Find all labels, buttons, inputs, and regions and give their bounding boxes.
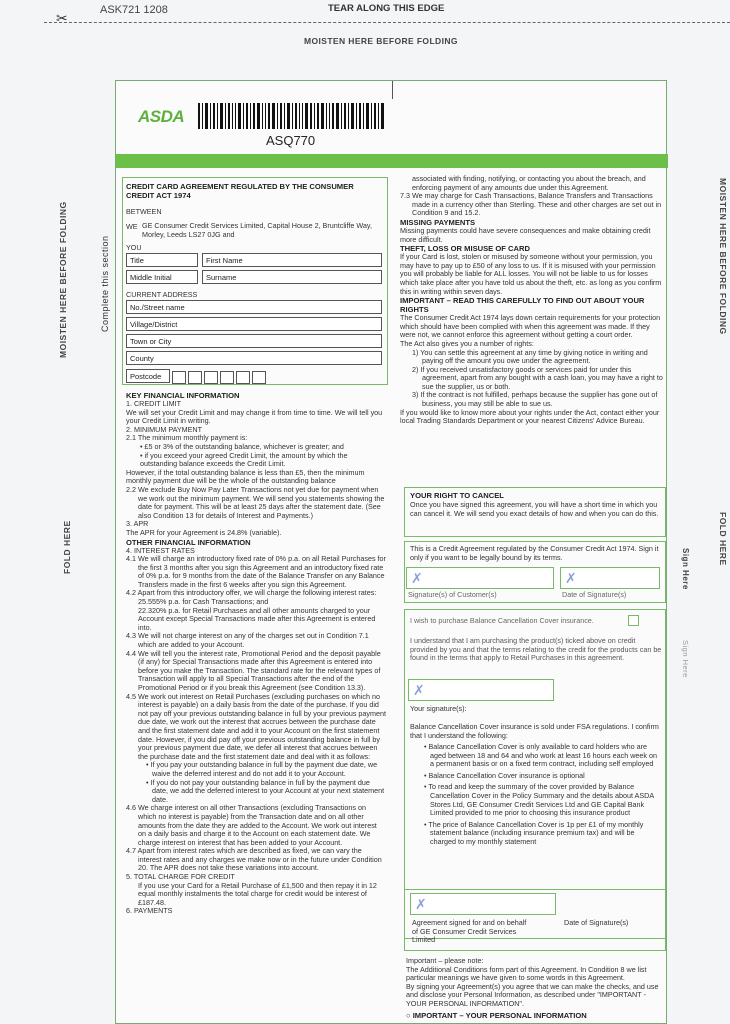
right-1: 1) You can settle this agreement at any time by giving notice in writing and paying off the amount you owe under the agreement. [412, 347, 648, 366]
sign-here-label: Sign Here [681, 548, 690, 590]
right-3: 3) If the contract is not fulfilled, perhaps because the supplier has gone out of business, you may still be able to sue us. [412, 390, 658, 409]
note-1: The Additional Conditions form part of this Agreement. In Condition 8 we list particular meanings we have given to some words in this Agreement. [406, 964, 647, 983]
form-code: ASQ770 [266, 133, 316, 148]
s1-heading: 1. CREDIT LIMIT [126, 399, 181, 408]
left-terms [126, 391, 386, 916]
agreed-text: Agreement signed for and on behalf of GE Consumer Credit Services Limited [412, 918, 527, 945]
middle-initial-field[interactable]: Middle Initial [126, 270, 198, 284]
bcc-checkbox[interactable] [628, 615, 639, 626]
you-label: YOU [126, 243, 142, 252]
tear-line [44, 22, 730, 23]
agreement-title: CREDIT CARD AGREEMENT REGULATED BY THE CONSUMER CREDIT ACT 1974 [126, 182, 354, 200]
important-text-2: The Act also gives you a number of rights: [400, 338, 534, 348]
s42b-text: 22.320% p.a. for Retail Purchases and all other amounts charged to your Account except Special Transactions made after this Agreement is entered into. [138, 605, 376, 632]
bcc-bullet-4: • The price of Balance Cancellation Cover is 1p per £1 of my monthly statement balance (including insurance premium tax) and will be charged to my monthly statement [424, 819, 644, 846]
bcc-bullet-1: • Balance Cancellation Cover is only available to card holders who are aged between 18 and 64 and who work at least 16 hours each week on a permanent basis or on a fixed term contract, including self employed [424, 742, 657, 769]
scissors-icon: ✂ [56, 10, 68, 26]
sign-x-icon: ✗ [565, 570, 577, 586]
bcc-bullets [422, 743, 658, 850]
s21c-text: However, if the total outstanding balance is less than £5, then the minimum monthly payment due will be the whole of the outstanding balance [126, 467, 365, 486]
s1-text: We will set your Credit Limit and may change it from time to time. We will tell you your Credit Limit in writing. [126, 407, 383, 426]
we-text: GE Consumer Credit Services Limited, Capital House 2, Bruntcliffe Way, Morley, Leeds LS27 0JG and [142, 221, 372, 239]
surname-field[interactable]: Surname [202, 270, 382, 284]
moisten-left-label: MOISTEN HERE BEFORE FOLDING [58, 201, 68, 358]
s22-text: 2.2 We exclude Buy Now Pay Later Transactions not yet due for payment when we work out the minimum payment. We will send you statements showing the date for payment. This will be at least 25 days after the statement date. (See also Condition 13 for details of Interest and Payments.) [126, 484, 385, 520]
important-text-3: If you would like to know more about your rights under the Act, contact either your local Trading Standards Department or your nearest Citizens' Advice Bureau. [400, 407, 660, 426]
bcc-bullet-3: • To read and keep the summary of the cover provided by Balance Cancellation Cover in the Policy Summary and the details about ASDA Stores Ltd, GE Consumer Credit Services Ltd and GE Capital Bank Limited provided to me prior to choosing this insurance product [424, 782, 654, 818]
s3-heading: 3. APR [126, 519, 149, 529]
right-2: 2) If you received unsatisfactory goods or services paid for under this agreement, apart from any bought with a cash loan, you may have a right to sue the supplier, us or both. [412, 364, 663, 391]
village-field[interactable]: Village/District [126, 317, 382, 331]
street-field[interactable]: No./Street name [126, 300, 382, 314]
s3-text: The APR for your Agreement is 24.8% (variable). [126, 527, 282, 537]
important-note [406, 957, 664, 1020]
missing-heading: MISSING PAYMENTS [400, 217, 476, 227]
sign-here-faint-label: Sign Here [681, 640, 690, 678]
complete-section-label: Complete this section [100, 235, 110, 332]
asda-logo: ASDA [138, 107, 185, 126]
barcode [198, 103, 386, 129]
sign-x-icon: ✗ [415, 896, 427, 912]
s21-text: 2.1 The minimum monthly payment is: [126, 433, 248, 443]
current-address-label: CURRENT ADDRESS [126, 290, 198, 299]
bcc-signature-field[interactable] [408, 679, 554, 701]
fold-right-label: FOLD HERE [718, 512, 728, 566]
green-stripe [116, 154, 668, 168]
moisten-right-label: MOISTEN HERE BEFORE FOLDING [718, 178, 728, 335]
cancel-heading: YOUR RIGHT TO CANCEL [410, 491, 504, 500]
fsa-text: Balance Cancellation Cover insurance is sold under FSA regulations. I confirm that I understand the following: [410, 722, 659, 740]
fold-left-label: FOLD HERE [62, 520, 72, 574]
note-heading: Important – please note: [406, 956, 484, 965]
s42-text: 4.2 Apart from this introductory offer, we will charge the following interest rates: [126, 588, 377, 598]
town-field[interactable]: Town or City [126, 334, 382, 348]
s45b-text: • If you do not pay your outstanding balance in full by the payment due date, we add the deferred interest to your Account at your next statement date. [146, 777, 385, 804]
note-3: ○ IMPORTANT – YOUR PERSONAL INFORMATION [406, 1010, 587, 1020]
s4-heading: 4. INTEREST RATES [126, 545, 195, 555]
title-field[interactable]: Title [126, 253, 198, 267]
s21b-text: • if you exceed your agreed Credit Limit, the amount by which the outstanding balance exceeds the Credit Limit. [140, 450, 348, 469]
customer-signature-field[interactable] [406, 567, 554, 589]
s45a-text: • If you pay your outstanding balance in full by the payment due date, we waive the deferred interest and do not add it to your Account. [146, 760, 378, 778]
missing-text: Missing payments could have severe consequences and make obtaining credit more difficult. [400, 225, 651, 244]
s45-text: 4.5 We work out interest on Retail Purchases (excluding purchases on which no interest is payable) on a daily basis from the date of the purchase. If you did not pay off your previous outstanding balance in full by your previous payment due date, we work out the interest that accrues between the purchase date and the first statement date and add it to your Account on the first statement date. However, if you did pay off your previous outstanding balance in full by your previous payment due date, we defer all interest that accrues between the purchase date and the first statement date and deal with it as follows: [126, 691, 386, 761]
your-signature-label: Your signature(s): [410, 704, 467, 713]
kfi-heading: KEY FINANCIAL INFORMATION [126, 391, 240, 400]
s5-heading: 5. TOTAL CHARGE FOR CREDIT [126, 872, 235, 882]
s21a-text: • £5 or 3% of the outstanding balance, whichever is greater; and [140, 441, 344, 451]
s6-heading: 6. PAYMENTS [126, 906, 173, 916]
date-signature-label: Date of Signature(s) [562, 590, 627, 599]
between-label: BETWEEN [126, 207, 162, 216]
cancel-text: Once you have signed this agreement, you will have a short time in which you can cancel it. We will send you exact details of how and when you can do this. [410, 500, 659, 518]
agreement-form [115, 80, 667, 1024]
s2-heading: 2. MINIMUM PAYMENT [126, 424, 203, 434]
lender-date-label: Date of Signature(s) [564, 918, 629, 927]
s41-text: 4.1 We will charge an introductory fixed rate of 0% p.a. on all Retail Purchases for the first 3 months after you sign this Agreement and an introductory fixed rate of 0% p.a. for 9 months from the date of the Balance Transfer on any Balance Transfers made in the first 6 weeks after you sign this Agreement. [126, 554, 386, 589]
bcc-wish-text: I wish to purchase Balance Cancellation Cover insurance. [410, 616, 594, 625]
ofi-heading: OTHER FINANCIAL INFORMATION [126, 537, 251, 547]
moisten-top-label: MOISTEN HERE BEFORE FOLDING [304, 36, 458, 46]
s46-text: 4.6 We charge interest on all other Transactions (excluding Transactions on which no interest is payable) from the Transaction date and on all other amounts from the date they are added to the Account. We work out interest on a daily basis and charge it to the Account on each statement date. We charge interest on interest that has been added to your Account. [126, 803, 377, 847]
important-text: The Consumer Credit Act 1974 lays down certain requirements for your protection which should have been complied with when this agreement was made. If they were not, we cannot enforce this agreement without getting a court order. [400, 313, 661, 340]
s47-text: 4.7 Apart from interest rates which are described as fixed, we can vary the interest rates and any charges we make now or in the future under Condition 20. The APR does not take these variations into account. [126, 846, 382, 873]
tear-label: TEAR ALONG THIS EDGE [328, 3, 445, 14]
bcc-bullet-2: • Balance Cancellation Cover insurance is optional [424, 770, 585, 780]
reference-code: ASK721 1208 [100, 4, 168, 16]
p73-text: 7.3 We may charge for Cash Transactions, Balance Transfers and Transactions made in a currency other than Sterling. These and other charges are set out in Condition 9 and 15.2. [400, 191, 662, 218]
s44-text: 4.4 We will tell you the interest rate, Promotional Period and the deposit payable (if any) for Special Transactions made after this Agreement is entered into before you make the Transaction. The standard rate for the relevant types of Transaction will apply to all Special Transactions after the end of the Promotional Period or if you break this Agreement (see Condition 13.3). [126, 648, 381, 692]
note-2: By signing your Agreement(s) you agree that we can make the checks, and use and disclose your Personal Information, as described under "IMPORTANT - YOUR PERSONAL INFORMATION". [406, 981, 659, 1008]
s42a-text: 25.555% p.a. for Cash Transactions; and [138, 597, 269, 607]
divider-tick [392, 81, 393, 99]
regulated-text: This is a Credit Agreement regulated by the Consumer Credit Act 1974. Sign it only if you want to be legally bound by its terms. [410, 544, 659, 562]
breach-text: associated with finding, notifying, or contacting you about the breach, and enforcing payment of any amounts due under this Agreement. [412, 174, 646, 192]
postcode-boxes[interactable] [172, 369, 268, 387]
signature-customer-label: Signature(s) of Customer(s) [408, 590, 497, 599]
s5-text: If you use your Card for a Retail Purchase of £1,500 and then repay it in 12 equal monthly instalments the total charge for credit would be interest of £187.48. [138, 880, 377, 907]
theft-heading: THEFT, LOSS OR MISUSE OF CARD [400, 244, 530, 254]
understand-text: I understand that I am purchasing the product(s) ticked above on credit provided by you and that the terms relating to the credit for the products can be found in the terms that apply to Retail Purchases in this agreement. [410, 636, 662, 663]
sign-x-icon: ✗ [411, 570, 423, 586]
right-terms [400, 175, 664, 426]
we-label: WE [126, 222, 138, 231]
county-field[interactable]: County [126, 351, 382, 365]
lender-signature-field[interactable] [410, 893, 556, 915]
postcode-label: Postcode [126, 369, 170, 383]
important-heading: IMPORTANT – READ THIS CAREFULLY TO FIND OUT ABOUT YOUR RIGHTS [400, 296, 645, 315]
sign-x-icon: ✗ [413, 682, 425, 698]
s43-text: 4.3 We will not charge interest on any of the charges set out in Condition 7.1 which are added to your Account. [126, 631, 369, 650]
first-name-field[interactable]: First Name [202, 253, 382, 267]
theft-text: If your Card is lost, stolen or misused by someone without your permission, you may have to pay up to £50 of any loss to us. If it is misused with your permission you will probably be liable for ALL losses. You will not be liable to us for losses which take place after you have told us about the theft, etc. as long as you confirm this in writing within seven days. [400, 252, 662, 296]
customer-date-field[interactable] [560, 567, 660, 589]
